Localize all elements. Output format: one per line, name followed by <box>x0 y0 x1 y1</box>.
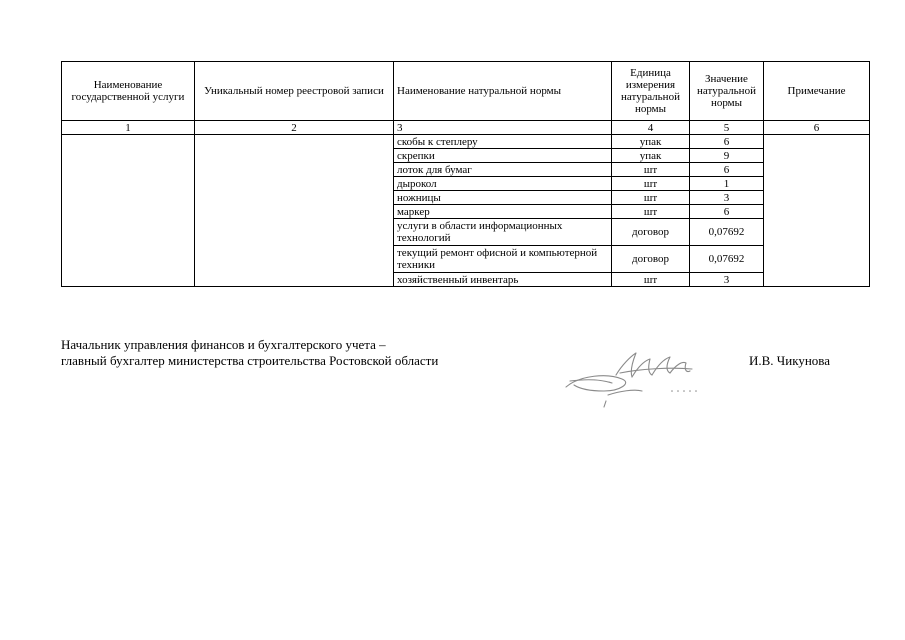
norm-value-cell: 6 <box>690 163 764 177</box>
service-name-cell <box>62 135 195 287</box>
header-norm-name: Наименование натуральной нормы <box>394 62 612 121</box>
norm-unit-cell: упак <box>612 149 690 163</box>
norm-name-cell: скрепки <box>394 149 612 163</box>
norm-name-cell: услуги в области информационных технологий <box>394 219 612 246</box>
column-number: 3 <box>394 121 612 135</box>
note-cell <box>764 135 870 287</box>
norm-unit-cell: договор <box>612 219 690 246</box>
handwritten-signature <box>560 345 710 410</box>
table-header-row <box>62 62 870 121</box>
header-registry-number: Уникальный номер реестровой записи <box>195 62 394 121</box>
header-value: Значение натуральной нормы <box>690 62 764 121</box>
column-number-row <box>62 121 870 135</box>
header-service-name: Наименование государственной услуги <box>62 62 195 121</box>
norm-unit-cell: договор <box>612 246 690 273</box>
column-number: 1 <box>62 121 195 135</box>
norm-value-cell: 0,07692 <box>690 246 764 273</box>
norm-name-cell: текущий ремонт офисной и компьютерной техники <box>394 246 612 273</box>
position-line-1: Начальник управления финансов и бухгалтерского учета – <box>61 337 386 352</box>
norm-value-cell: 9 <box>690 149 764 163</box>
norm-unit-cell: упак <box>612 135 690 149</box>
table-row <box>62 135 870 149</box>
norm-unit-cell: шт <box>612 273 690 287</box>
registry-number-cell <box>195 135 394 287</box>
norm-value-cell: 1 <box>690 177 764 191</box>
norm-value-cell: 0,07692 <box>690 219 764 246</box>
norm-name-cell: маркер <box>394 205 612 219</box>
norm-value-cell: 3 <box>690 191 764 205</box>
header-unit: Единица измерения натуральной нормы <box>612 62 690 121</box>
column-number: 2 <box>195 121 394 135</box>
norm-name-cell: хозяйственный инвентарь <box>394 273 612 287</box>
header-note: Примечание <box>764 62 870 121</box>
norm-unit-cell: шт <box>612 205 690 219</box>
norm-value-cell: 6 <box>690 135 764 149</box>
norm-unit-cell: шт <box>612 163 690 177</box>
signatory-name: И.В. Чикунова <box>749 353 831 368</box>
column-number: 4 <box>612 121 690 135</box>
column-number: 6 <box>764 121 870 135</box>
norm-name-cell: ножницы <box>394 191 612 205</box>
norm-name-cell: скобы к степлеру <box>394 135 612 149</box>
norm-unit-cell: шт <box>612 177 690 191</box>
position-line-2: главный бухгалтер министерства строительства Ростовской области <box>61 353 439 368</box>
norm-name-cell: дырокол <box>394 177 612 191</box>
norm-value-cell: 3 <box>690 273 764 287</box>
column-number: 5 <box>690 121 764 135</box>
norm-name-cell: лоток для бумаг <box>394 163 612 177</box>
signatory-position <box>61 337 438 369</box>
norm-unit-cell: шт <box>612 191 690 205</box>
norm-value-cell: 6 <box>690 205 764 219</box>
natural-norms-table <box>61 61 870 287</box>
